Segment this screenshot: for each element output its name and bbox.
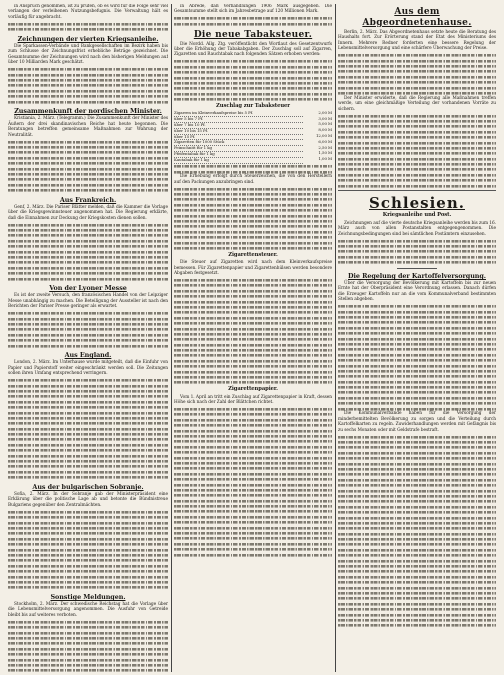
column-rule xyxy=(335,4,336,672)
column-left xyxy=(8,4,168,672)
column-rule xyxy=(171,4,172,672)
table-cell-value: 8,00 M xyxy=(318,127,332,133)
article-paragraph: Es ist der zweite Versuch, den französischen Handel von der Leipziger Messe unabhängig zu machen. Die Beteiligung der Aussteller ist nach den Berichten der Pariser Presse geringer als erwartet. xyxy=(8,293,168,310)
table-cell-label: Zigarren im Kleinverkaufspreise bis 5 Pf. xyxy=(174,111,303,116)
headline-other-news: Sonstige Meldungen. xyxy=(50,593,126,602)
headline-tobacco-tax: Die neue Tabaksteuer. xyxy=(193,29,313,40)
section-heading-cigarette-paper: Zigarettenpapier. xyxy=(228,386,278,393)
article-paragraph: Berlin, 2. März. Das Abgeordnetenhaus setzte heute die Beratung des Haushalts fort. Zur Erörterung stand der Etat des Ministeriums des Innern. Mehrere Redner forderten eine bessere Regelung der Lebensmittelversorgung und eine schärfere Überwachung der Preise. xyxy=(338,30,496,52)
article-paragraph: Kristiania, 2. März. (Telegramm.) Die Zusammenkunft der Minister des Äußern der drei skandinavischen Reiche hat heute begonnen. Die Beratungen betreffen gemeinsame Maßnahmen zur Wahrung der Neutralität. xyxy=(8,116,168,138)
headline-potato-supply: Die Regelung der Kartoffelversorgung. xyxy=(348,272,486,281)
table-title: Zuschlag zur Tabaksteuer xyxy=(216,102,290,109)
table-cell-label: Pfeifentabak für 1 kg xyxy=(174,151,303,157)
table-cell-label: Zigaretten für 1000 Stück xyxy=(174,140,303,146)
table-row xyxy=(174,157,332,163)
article-paragraph: Die Sparkassen-Verbände und Bankgesellschaften im Bezirk haben bis zum Schlusse der Zeichnungsfrist erhebliche Beträge gezeichnet. Die Gesamtsumme der Zeichnungen wird nach den bisherigen Meldungen auf über 10 Milliarden Mark geschätzt. xyxy=(8,44,168,66)
column-middle xyxy=(174,4,332,672)
section-heading-cigarettes: Zigarettensteuer. xyxy=(228,251,278,258)
article-paragraph: in Abrede, daß Verhandlungen 1906 Mark ausgegeben. Die Gesamtsumme stellt sich im Jahresbetrage auf 120 Millionen Mark. xyxy=(174,4,332,15)
headline-war-loan: Zeichnungen der vierten Kriegsanleihe. xyxy=(17,35,159,43)
article-paragraph: Vom 1. April an tritt ein Zuschlag auf Zigarettenpapier in Kraft, dessen Höhe sich nach der Zahl der Blättchen richtet. xyxy=(174,394,332,406)
headline-house-of-representatives: Aus dem Abgeordnetenhause. xyxy=(362,7,472,28)
section-title-silesia: Schlesien. xyxy=(369,194,465,213)
article-paragraph: Sofia, 2. März. In der Sobranje gab der Ministerpräsident eine Erklärung über die politische Lage ab und betonte die Bündnistreue Bulgariens gegenüber den Zentralmächten. xyxy=(8,492,168,508)
table-cell-value: 6,00 M xyxy=(318,138,332,144)
subheading-war-loan-post: Kriegsanleihe und Post. xyxy=(382,212,452,219)
article-paragraph: Zeichnungen auf die vierte deutsche Kriegsanleihe werden bis zum 16. März auch von allen Postanstalten entgegengenommen. Die Zeichnungsbedingungen sind bei sämtlichen Postämtern einzusehen. xyxy=(338,220,496,237)
article-paragraph: Die Nordd. Allg. Ztg. veröffentlicht den Wortlaut des Gesetzentwurfs über die Erhöhung der Tabakabgaben. Der Zuschlag soll auf Zigarren, Zigaretten und Rauchtabak nach folgenden Sätzen erhoben werden: xyxy=(174,41,332,58)
headline-nordic-ministers: Zusammenkunft der nordischen Minister. xyxy=(14,107,162,116)
table-cell-label: Feinschnitt für 1 kg xyxy=(174,146,303,152)
table-cell-value: 2,00 M xyxy=(318,110,332,116)
table-cell-label: über 5 bis 7 Pf. xyxy=(174,117,303,123)
table-cell-label: über 7 bis 10 Pf. xyxy=(174,122,303,128)
tax-table xyxy=(174,111,332,163)
table-cell-value: 1,50 M xyxy=(318,150,332,156)
column-right xyxy=(338,4,496,672)
article-paragraph: Genf, 2. März. Die Pariser Blätter melden, daß die Kammer die Vorlage über die Kriegsgewinnsteuer angenommen hat. Die Regierung erklärte, daß die Einnahmen zur Deckung der Kriegskosten dienen sollen. xyxy=(8,204,168,221)
table-cell-value: 2,50 M xyxy=(318,144,332,150)
headline-france: Aus Frankreich. xyxy=(59,195,117,204)
intro-paragraph: in Anspruch genommen, ist zu prüfen, ob es wird für die Folge sehr viel verlangen der verleihenen Nutzungsbefugnis. Die Verwaltung hält es vorläufig für angebracht. xyxy=(8,4,168,20)
article-paragraph: Über die Versorgung der Bevölkerung mit Kartoffeln bis zur neuen Ernte hat der Oberpräsident eine Verordnung erlassen. Danach dürfen die Erzeuger Kartoffeln nur an die vom Kommunalverband bestimmten Stellen abgeben. xyxy=(338,281,496,303)
table-cell-value: 1,00 M xyxy=(318,156,332,162)
article-paragraph: Die Steuer auf Zigaretten wird nach dem Kleinverkaufspreise bemessen. Für Zigarettenpapier und Zigarettenhülsen werden besondere Abgaben festgesetzt. xyxy=(174,260,332,277)
article-paragraph: London, 2. März. Im Unterhause wurde mitgeteilt, daß die Einfuhr von Papier und Papierstoff weiter eingeschränkt werden soll. Die Zeitungen sollen ihren Umfang entsprechend verringern. xyxy=(8,360,168,377)
table-cell-label: über 15 Pf. xyxy=(174,134,303,140)
article-paragraph: Die Kommunalverbände haben für die Versorgung der minderbemittelten Bevölkerung zu sorgen und die Verteilung durch Kartoffelkarten zu regeln. Zuwiderhandlungen werden mit Gefängnis bis zu sechs Monaten oder mit Geldstrafe bestraft. xyxy=(338,411,496,433)
article-paragraph: Der Minister erwiderte, daß die Regierung alle Maßnahmen treffen werde, um eine gleichmäßige Verteilung der vorhandenen Vorräte zu sichern. xyxy=(338,95,496,112)
article-paragraph: Stockholm, 2. März. Der schwedische Reichstag hat die Vorlage über die Lebensmittelversorgung angenommen. Die Ausfuhr von Getreide bleibt bis auf weiteres verboten. xyxy=(8,602,168,618)
table-cell-value: 12,00 M xyxy=(315,133,332,139)
table-cell-value: 5,00 M xyxy=(318,121,332,127)
headline-lyon-fair: Von der Lyoner Messe xyxy=(49,284,127,293)
headline-england: Aus England. xyxy=(64,351,112,360)
article-paragraph: Die Erhebung erfolgt durch Steuerzeichen, die von den Herstellern auf den Packungen anzubringen sind. xyxy=(174,174,332,185)
table-cell-label: über 10 bis 15 Pf. xyxy=(174,128,303,134)
table-cell-value: 3,00 M xyxy=(318,115,332,121)
headline-sobranje: Aus der bulgarischen Sobranje. xyxy=(32,483,144,491)
table-cell-label: Kautabak für 1 kg xyxy=(174,157,303,163)
